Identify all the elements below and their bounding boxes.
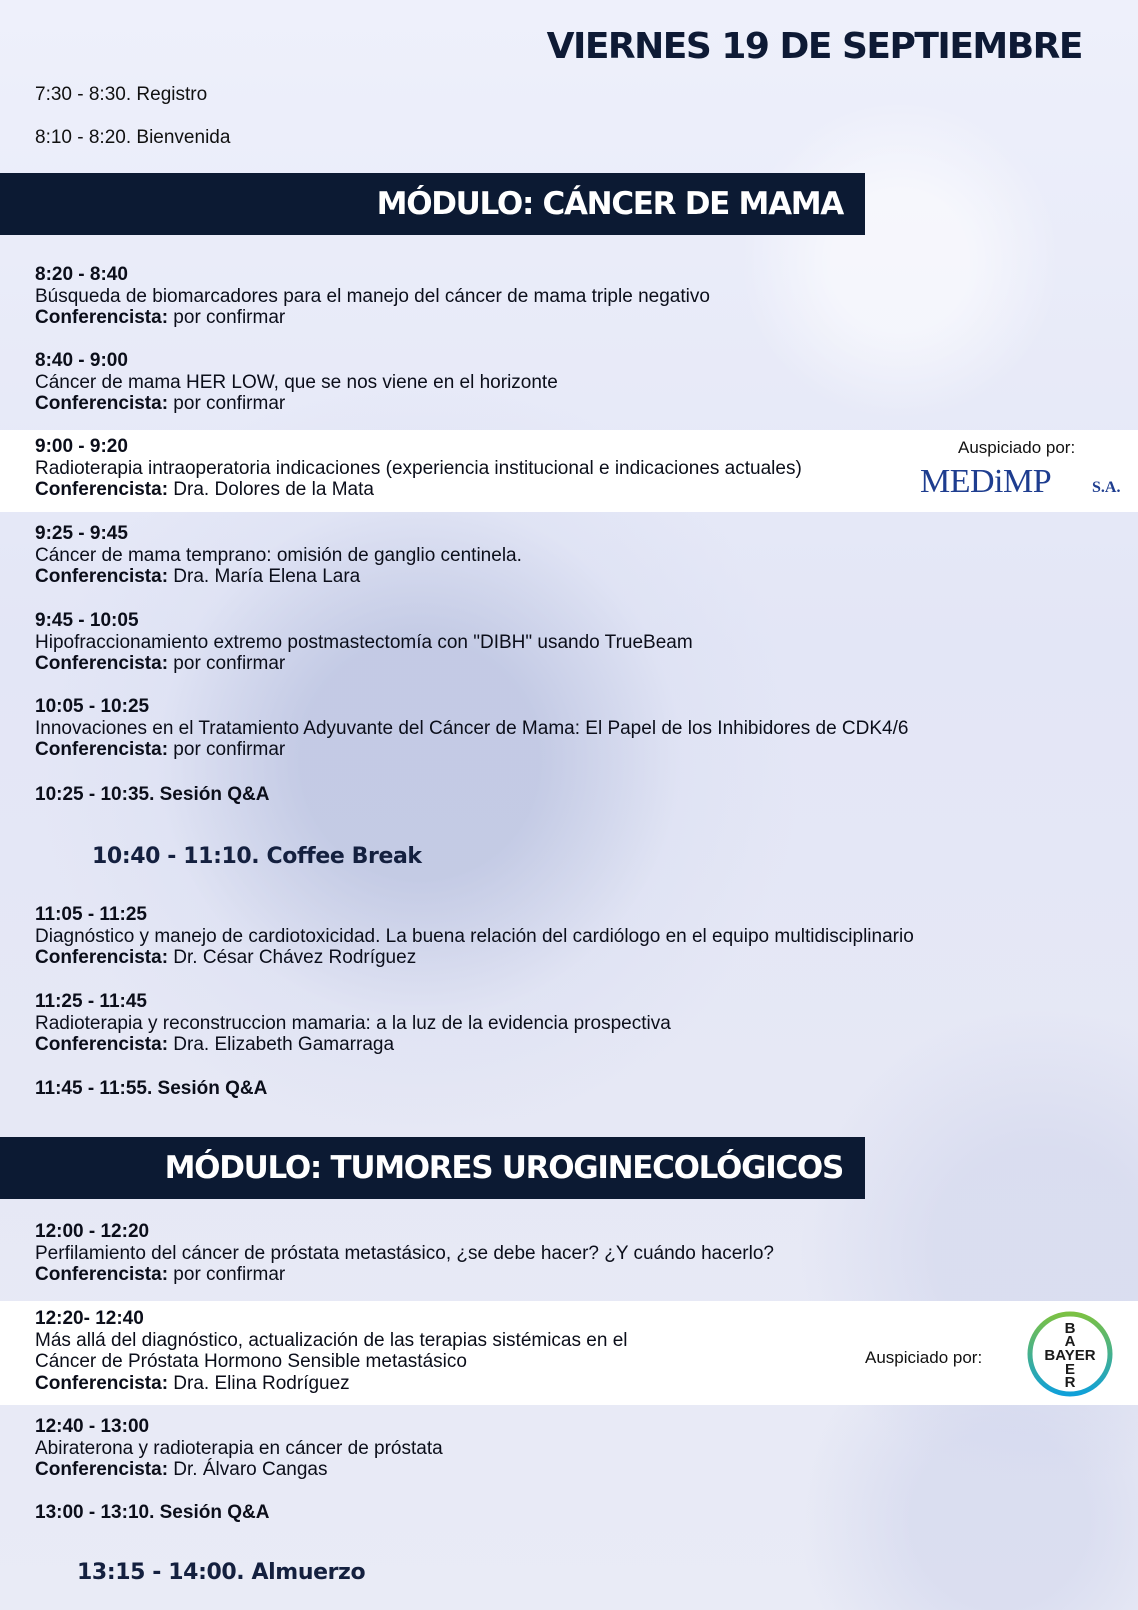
session-item	[35, 1308, 627, 1394]
session-speaker	[35, 947, 914, 969]
session-time: 12:40 - 13:00	[35, 1416, 150, 1437]
speaker-label: Conferencista:	[35, 479, 169, 500]
page-title: VIERNES 19 DE SEPTIEMBRE	[546, 26, 1082, 67]
session-speaker	[35, 739, 908, 761]
qa-session: 13:00 - 13:10. Sesión Q&A	[35, 1502, 270, 1523]
session-title: Diagnóstico y manejo de cardiotoxicidad. La buena relación del cardiólogo en el equipo multidisciplinario	[35, 925, 914, 947]
bienvenida-text: 8:10 - 8:20. Bienvenida	[35, 127, 231, 148]
speaker-label: Conferencista:	[35, 739, 169, 760]
speaker-name: Dra. Elina Rodríguez	[168, 1372, 350, 1394]
session-title: Cáncer de mama HER LOW, que se nos viene en el horizonte	[35, 371, 558, 393]
session-title: Búsqueda de biomarcadores para el manejo del cáncer de mama triple negativo	[35, 285, 710, 307]
speaker-name: Dra. Dolores de la Mata	[168, 479, 374, 500]
session-time: 12:20- 12:40	[35, 1308, 144, 1329]
speaker-name: por confirmar	[168, 739, 286, 760]
session-title: Abiraterona y radioterapia en cáncer de próstata	[35, 1437, 443, 1459]
module-banner-mama	[0, 173, 865, 235]
session-time: 8:40 - 9:00	[35, 350, 128, 371]
bayer-letter: R	[1064, 1374, 1076, 1391]
session-item	[35, 523, 522, 588]
speaker-label: Conferencista:	[35, 1034, 169, 1055]
registro-text: 7:30 - 8:30. Registro	[35, 84, 208, 105]
session-title: Cáncer de mama temprano: omisión de ganglio centinela.	[35, 544, 522, 566]
speaker-name: Dr. Álvaro Cangas	[168, 1459, 328, 1480]
session-item	[35, 436, 802, 501]
sponsor-label: Auspiciado por:	[958, 438, 1076, 457]
speaker-label: Conferencista:	[35, 1459, 169, 1480]
medimp-logo	[918, 459, 1128, 499]
session-item	[35, 904, 914, 969]
medimp-wordmark: MEDiMP	[920, 463, 1052, 499]
session-title: Cáncer de Próstata Hormono Sensible metastásico	[35, 1351, 467, 1372]
qa-session: 10:25 - 10:35. Sesión Q&A	[35, 784, 270, 805]
session-item	[35, 991, 671, 1056]
lunch-break: 13:15 - 14:00. Almuerzo	[77, 1560, 366, 1585]
medimp-suffix: S.A.	[1092, 479, 1121, 496]
bayer-logo	[1026, 1310, 1114, 1398]
session-title: Radioterapia intraoperatoria indicaciones (experiencia institucional e indicaciones actuales)	[35, 457, 802, 479]
session-title: Hipofraccionamiento extremo postmastectomía con "DIBH" usando TrueBeam	[35, 631, 693, 653]
speaker-label: Conferencista:	[35, 566, 169, 587]
speaker-name: Dra. María Elena Lara	[168, 566, 361, 587]
speaker-label: Conferencista:	[35, 947, 169, 968]
module-title: MÓDULO: CÁNCER DE MAMA	[376, 186, 843, 222]
speaker-label: Conferencista:	[35, 1264, 169, 1285]
session-speaker	[35, 1373, 627, 1395]
session-time: 9:00 - 9:20	[35, 436, 128, 457]
bayer-letter: E	[1064, 1361, 1076, 1378]
session-time: 12:00 - 12:20	[35, 1221, 150, 1242]
speaker-label: Conferencista:	[35, 307, 169, 328]
module-banner-uroginecologicos	[0, 1137, 865, 1199]
speaker-name: Dr. César Chávez Rodríguez	[168, 947, 417, 968]
speaker-name: por confirmar	[168, 307, 286, 328]
session-time: 11:25 - 11:45	[35, 991, 147, 1012]
session-title: Radioterapia y reconstruccion mamaria: a la luz de la evidencia prospectiva	[35, 1012, 671, 1034]
qa-session: 11:45 - 11:55. Sesión Q&A	[35, 1078, 268, 1099]
session-speaker	[35, 1034, 671, 1056]
session-title: Innovaciones en el Tratamiento Adyuvante del Cáncer de Mama: El Papel de los Inhibidores de CDK4/6	[35, 717, 909, 739]
session-time: 8:20 - 8:40	[35, 264, 128, 285]
sponsor-label: Auspiciado por:	[865, 1348, 983, 1367]
session-item	[35, 350, 558, 415]
session-speaker	[35, 566, 522, 588]
module-title: MÓDULO: TUMORES UROGINECOLÓGICOS	[164, 1150, 843, 1186]
speaker-label: Conferencista:	[35, 653, 169, 674]
bayer-horizontal-word: BAYER	[1044, 1347, 1096, 1364]
session-item	[35, 1416, 443, 1481]
speaker-name: Dra. Elizabeth Gamarraga	[168, 1034, 395, 1055]
session-item	[35, 264, 710, 329]
session-title: Más allá del diagnóstico, actualización de las terapias sistémicas en el	[35, 1329, 628, 1351]
bayer-letter: A	[1064, 1333, 1076, 1350]
session-time: 11:05 - 11:25	[35, 904, 147, 925]
session-speaker	[35, 653, 693, 675]
speaker-label: Conferencista:	[35, 393, 169, 414]
session-speaker	[35, 393, 558, 415]
session-title: Perfilamiento del cáncer de próstata metastásico, ¿se debe hacer? ¿Y cuándo hacerlo?	[35, 1242, 774, 1264]
session-time: 9:45 - 10:05	[35, 610, 139, 631]
session-speaker	[35, 307, 710, 329]
speaker-name: por confirmar	[168, 653, 286, 674]
session-time: 10:05 - 10:25	[35, 696, 150, 717]
session-speaker	[35, 1264, 774, 1286]
session-speaker	[35, 479, 802, 501]
coffee-break: 10:40 - 11:10. Coffee Break	[92, 844, 422, 869]
session-item	[35, 1221, 774, 1286]
session-item	[35, 610, 693, 675]
session-speaker	[35, 1459, 443, 1481]
speaker-label: Conferencista:	[35, 1372, 169, 1394]
bayer-letter: B	[1064, 1320, 1076, 1337]
session-item	[35, 696, 908, 761]
speaker-name: por confirmar	[168, 393, 286, 414]
session-time: 9:25 - 9:45	[35, 523, 128, 544]
speaker-name: por confirmar	[168, 1264, 286, 1285]
